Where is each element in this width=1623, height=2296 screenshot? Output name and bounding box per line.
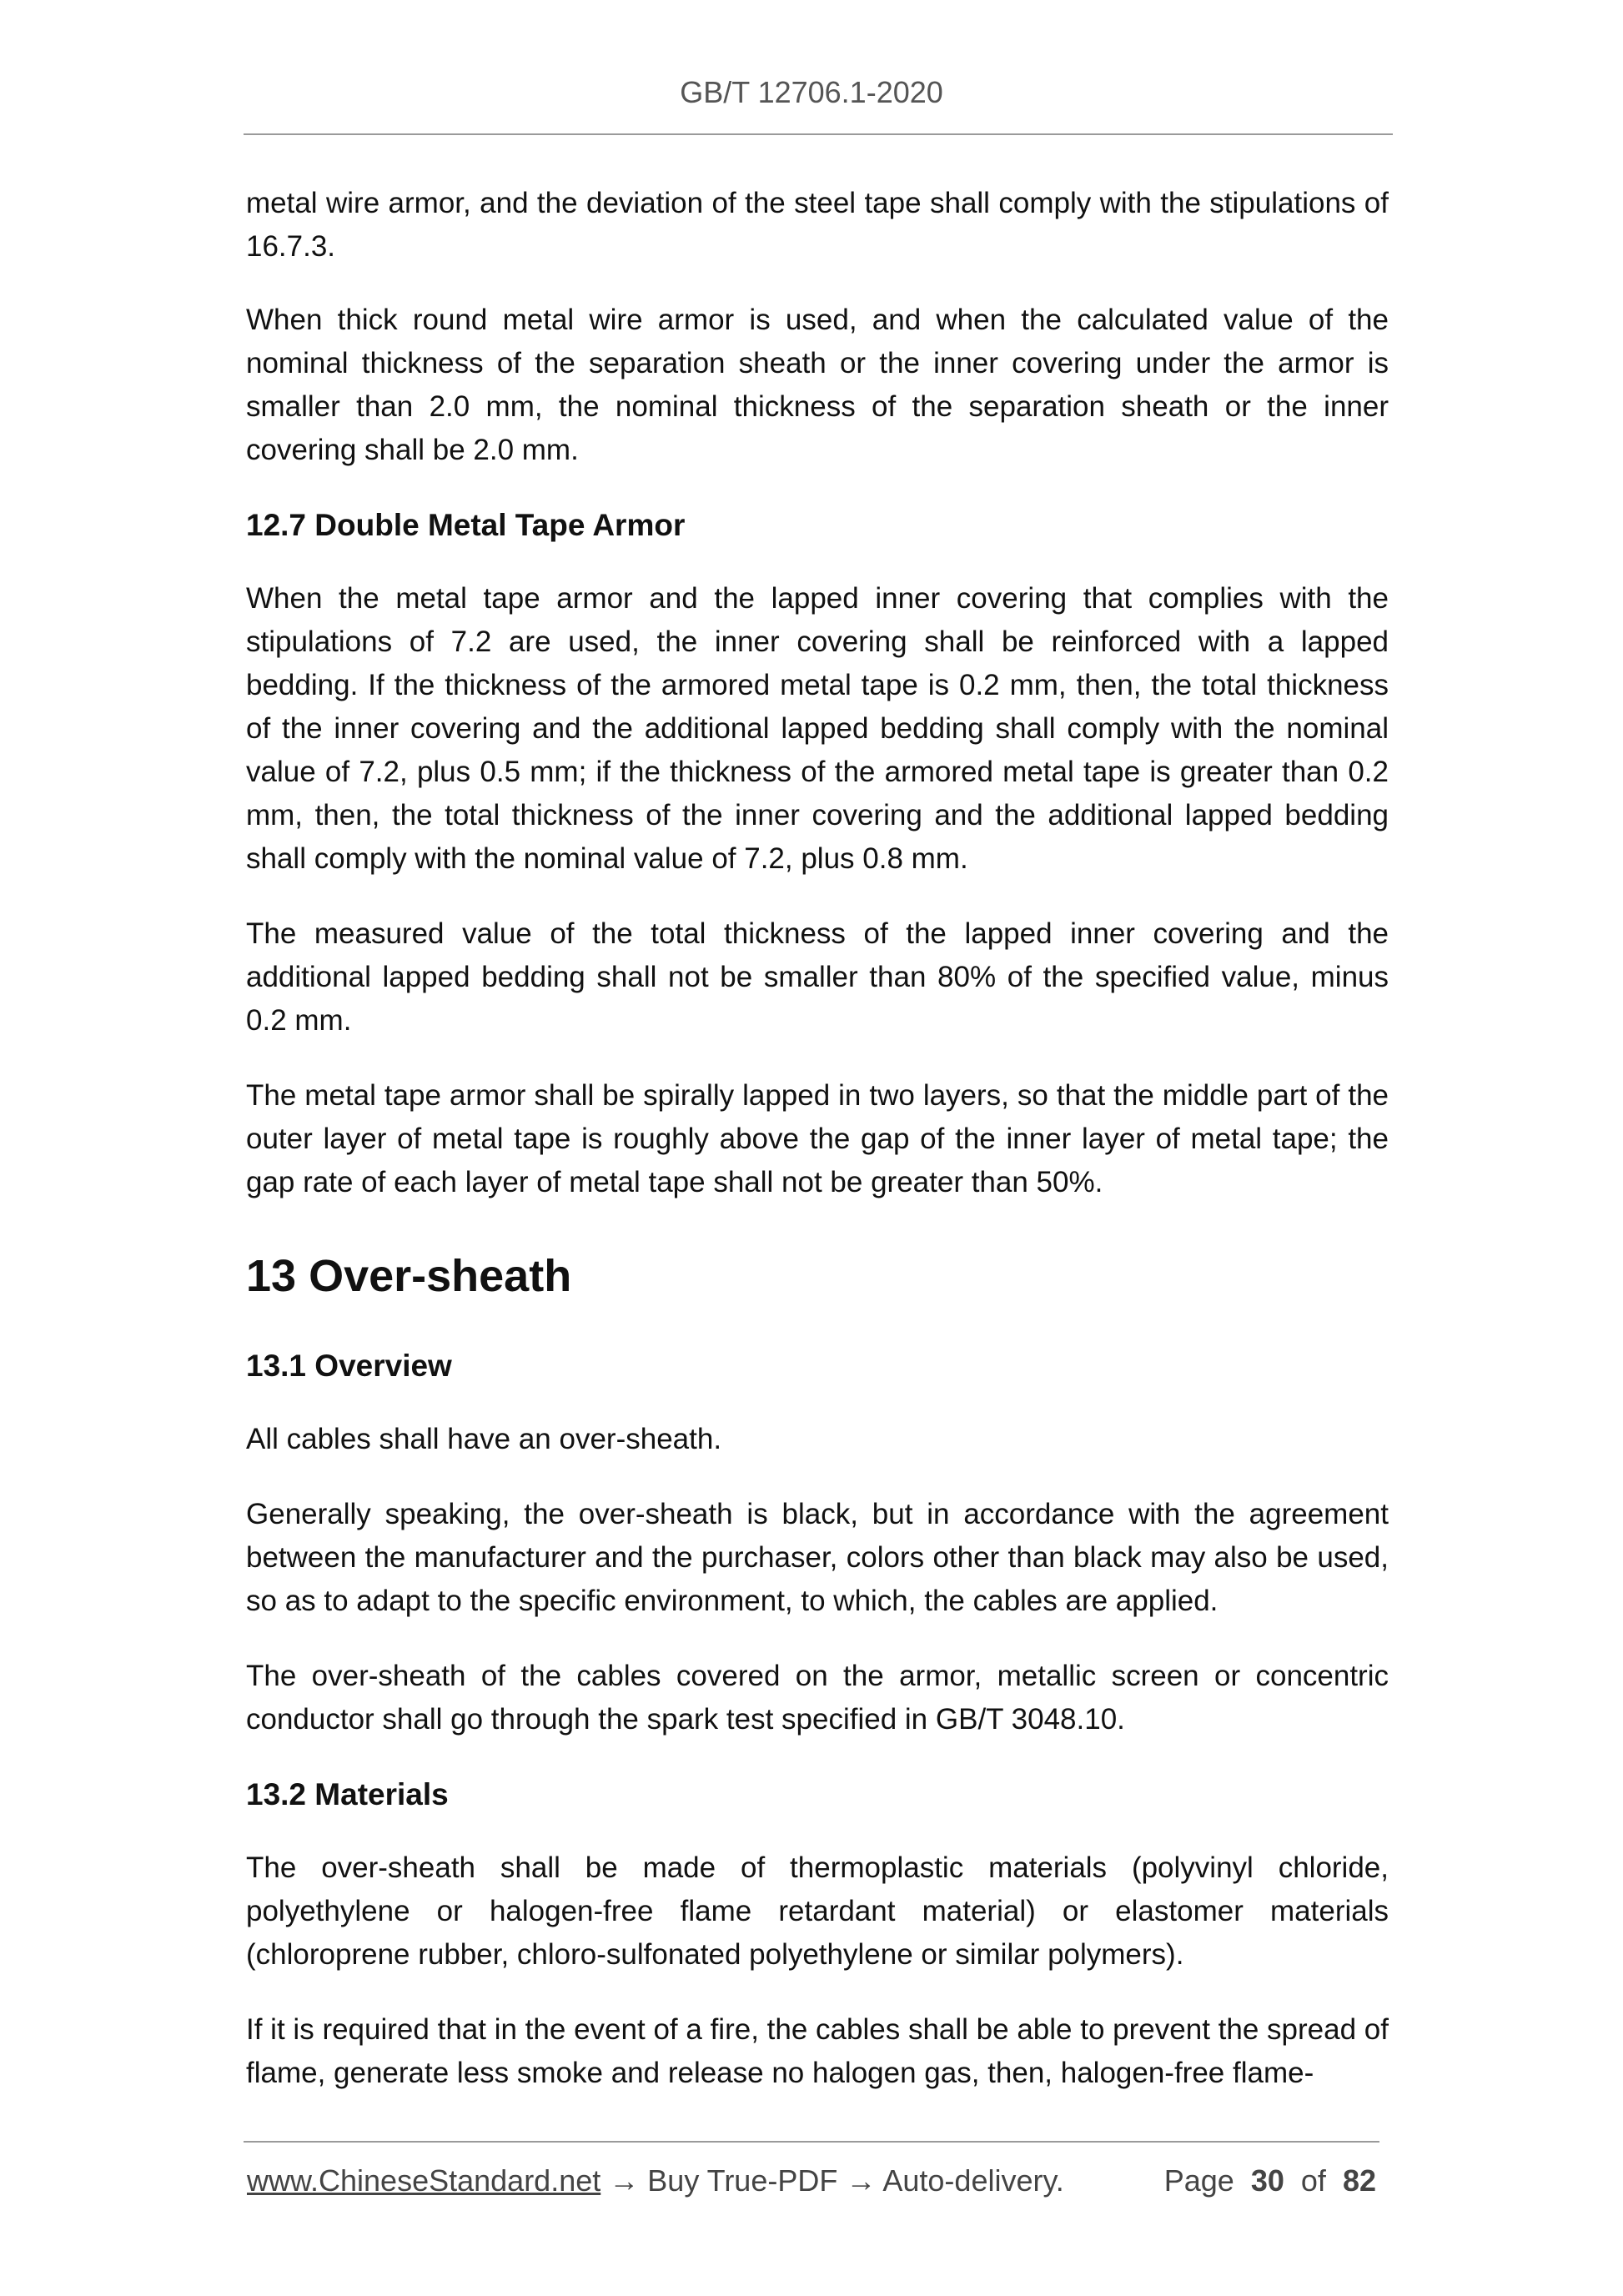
site-link[interactable]: www.ChineseStandard.net <box>247 2163 601 2198</box>
heading-13: 13 Over-sheath <box>246 1251 572 1301</box>
paragraph-1: metal wire armor, and the deviation of the steel tape shall comply with the stipulations of 16.7.3. <box>246 187 1389 263</box>
document-header-id: GB/T 12706.1-2020 <box>680 75 943 109</box>
delivery-text: Auto-delivery. <box>882 2163 1064 2198</box>
paragraph-6: All cables shall have an over-sheath. <box>246 1423 722 1455</box>
paragraph-4: The measured value of the total thickness of the lapped inner covering and the additional lapped bedding shall not be smaller than 80% of the specified value, minus 0.2 mm. <box>246 917 1389 1037</box>
paragraph-9: The over-sheath shall be made of thermoplastic materials (polyvinyl chloride, polyethylene or halogen-free flame retardant material) or elastomer materials (chloroprene rubber, chloro-sulfonated polyethylene or similar polymers). <box>246 1851 1389 1971</box>
arrow-right-icon: → <box>609 2163 640 2198</box>
paragraph-2: When thick round metal wire armor is used, and when the calculated value of the nominal thickness of the separation sheath or the inner covering under the armor is smaller than 2.0 mm, the nominal thickness of the separation sheath or the inner covering shall be 2.0 mm. <box>246 304 1389 466</box>
heading-12-7: 12.7 Double Metal Tape Armor <box>246 508 686 542</box>
paragraph-3: When the metal tape armor and the lapped inner covering that complies with the stipulations of 7.2 are used, the inner covering shall be reinforced with a lapped bedding. If the thickness of the armored metal tape is 0.2 mm, then, the total thickness of the inner covering and the additional lapped bedding shall comply with the nominal value of 7.2, plus 0.5 mm; if the thickness of the armored metal tape is greater than 0.2 mm, then, the total thickness of the inner covering and the additional lapped bedding shall comply with the nominal value of 7.2, plus 0.8 mm. <box>246 582 1389 875</box>
heading-13-1: 13.1 Overview <box>246 1349 452 1383</box>
paragraph-10: If it is required that in the event of a fire, the cables shall be able to prevent the spread of flame, generate less smoke and release no halogen gas, then, halogen-free flame- <box>246 2013 1389 2089</box>
heading-13-2: 13.2 Materials <box>246 1777 449 1811</box>
of-label: of <box>1300 2163 1326 2198</box>
total-pages: 82 <box>1342 2163 1376 2198</box>
page-indicator <box>1164 2163 1376 2198</box>
paragraph-8: The over-sheath of the cables covered on the armor, metallic screen or concentric conductor shall go through the spark test specified in GB/T 3048.10. <box>246 1660 1389 1736</box>
footer-divider <box>244 2141 1379 2143</box>
arrow-right-icon: → <box>846 2163 877 2198</box>
buy-pdf-text: Buy True-PDF <box>647 2163 838 2198</box>
header-divider <box>244 133 1393 135</box>
page-content <box>246 182 1389 2127</box>
paragraph-7: Generally speaking, the over-sheath is black, but in accordance with the agreement between the manufacturer and the purchaser, colors other than black may also be used, so as to adapt to the specific environment, to which, the cables are applied. <box>246 1498 1389 1617</box>
page-footer <box>247 2163 1381 2198</box>
page-number: 30 <box>1250 2163 1284 2198</box>
paragraph-5: The metal tape armor shall be spirally lapped in two layers, so that the middle part of the outer layer of metal tape is roughly above the gap of the inner layer of metal tape; the gap rate of each layer of metal tape shall not be greater than 50%. <box>246 1079 1389 1198</box>
page-label: Page <box>1163 2163 1234 2198</box>
